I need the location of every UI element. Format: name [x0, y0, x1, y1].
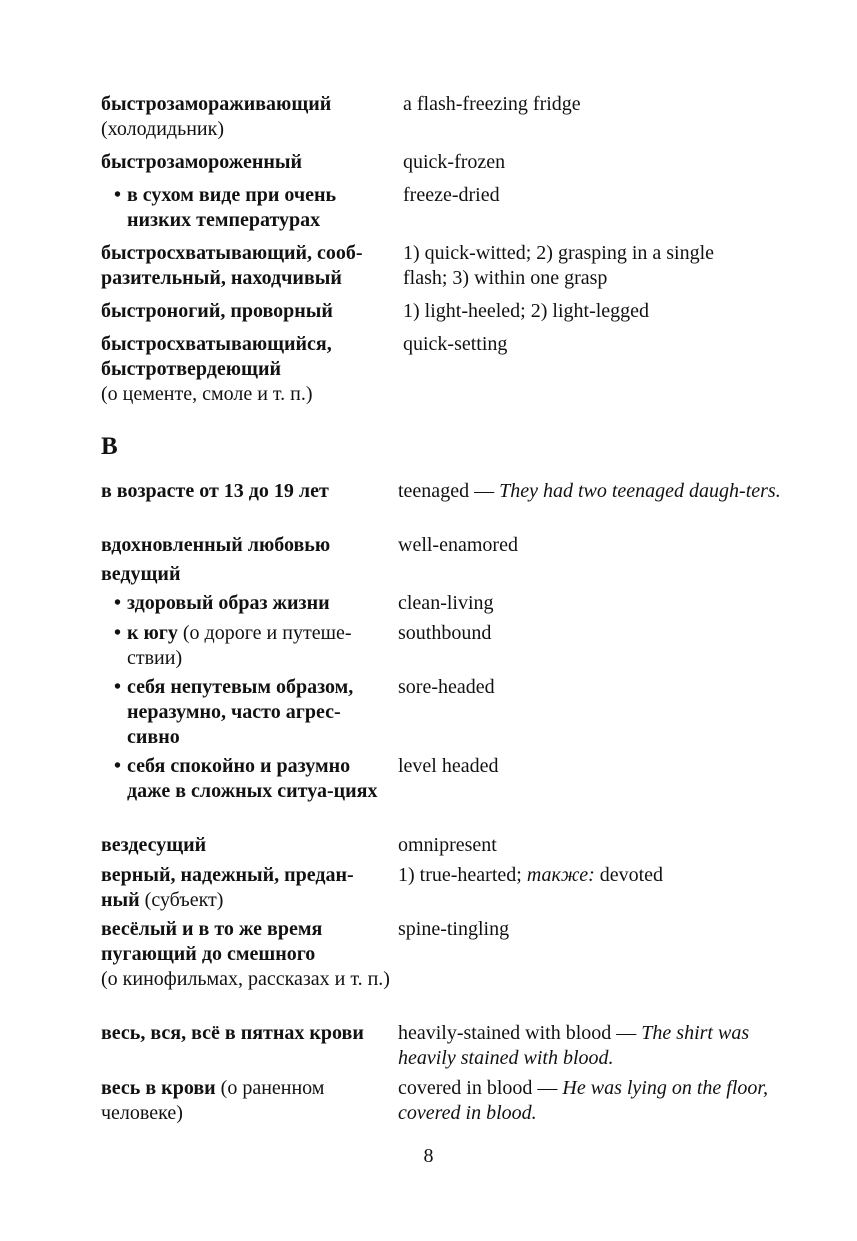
- en-plain: devoted: [594, 864, 664, 886]
- en-translation: clean-living: [398, 592, 494, 614]
- ru-headword: быстросхватывающий, сооб-разительный, находчивый: [101, 242, 363, 289]
- ru-headword: ведущий: [101, 563, 181, 585]
- en-translation: omnipresent: [398, 834, 497, 856]
- page-number: 8: [423, 1145, 434, 1167]
- ru-term: [101, 863, 391, 913]
- ru-headword: здоровый образ жизни: [127, 592, 330, 614]
- ru-note: (о раненном человеке): [101, 1077, 325, 1124]
- ru-term: [101, 332, 391, 407]
- bullet-icon: •: [114, 592, 122, 614]
- en-translation: level headed: [398, 755, 499, 777]
- en-plain: 1) true-hearted;: [398, 864, 527, 886]
- en-translation: quick-setting: [403, 333, 508, 355]
- ru-headword: себя непутевым образом, неразумно, часто агрес-сивно: [127, 676, 354, 748]
- ru-subentry: [114, 675, 387, 750]
- en-translation: spine-tingling: [398, 918, 510, 940]
- bullet-icon: •: [114, 184, 122, 206]
- en-plain: teenaged —: [398, 480, 500, 502]
- ru-headword: весь в крови: [101, 1077, 216, 1099]
- ru-headword: быстросхватывающийся, быстротвердеющий: [101, 333, 332, 380]
- en-label: также:: [526, 864, 595, 886]
- bullet-icon: •: [114, 676, 122, 698]
- en-translation: [398, 1021, 758, 1071]
- en-translation: [398, 863, 788, 888]
- en-translation: a flash-freezing fridge: [403, 93, 581, 115]
- ru-note: (холодидьник): [101, 118, 224, 140]
- ru-term: [101, 1076, 391, 1126]
- en-translation: well-enamored: [398, 534, 518, 556]
- ru-headword: в возрасте от 13 до 19 лет: [101, 480, 329, 502]
- ru-note: (субъект): [139, 889, 224, 911]
- ru-headword: вдохновленный любовью: [101, 534, 331, 556]
- ru-headword: к югу: [127, 622, 178, 644]
- en-translation: quick-frozen: [403, 151, 506, 173]
- ru-term: [101, 92, 391, 142]
- en-translation: 1) light-heeled; 2) light-legged: [403, 300, 650, 322]
- en-example: He was lying on the floor, covered in blood.: [398, 1077, 768, 1124]
- ru-subentry: [114, 183, 387, 233]
- ru-note: (о кинофильмах, рассказах и т. п.): [101, 968, 390, 990]
- en-translation: [398, 1076, 768, 1126]
- bullet-icon: •: [114, 755, 122, 777]
- en-example: The shirt was heavily stained with blood.: [398, 1022, 750, 1069]
- en-translation: southbound: [398, 622, 492, 644]
- en-translation: 1) quick-witted; 2) grasping in a single flash; 3) within one grasp: [403, 242, 715, 289]
- ru-headword: весь, вся, всё в пятнах крови: [101, 1022, 364, 1044]
- ru-note: (о дороге и путеше-ствии): [127, 622, 352, 669]
- en-translation: freeze-dried: [403, 184, 500, 206]
- ru-subentry: [114, 591, 387, 616]
- ru-headword: быстроногий, проворный: [101, 300, 333, 322]
- ru-subentry: [114, 621, 387, 671]
- ru-term: [101, 917, 391, 992]
- en-translation: sore-headed: [398, 676, 495, 698]
- ru-headword: в сухом виде при очень низких температурах: [127, 184, 337, 231]
- ru-headword: вездесущий: [101, 834, 207, 856]
- en-plain: heavily-stained with blood —: [398, 1022, 642, 1044]
- bullet-icon: •: [114, 622, 122, 644]
- en-translation: [398, 479, 788, 504]
- ru-headword: весёлый и в то же время пугающий до смешного: [101, 918, 323, 965]
- ru-note: (о цементе, смоле и т. п.): [101, 383, 313, 405]
- ru-subentry: [114, 754, 387, 804]
- section-letter: В: [101, 433, 118, 460]
- ru-headword: себя спокойно и разумно даже в сложных ситуа-циях: [127, 755, 378, 802]
- ru-headword: быстрозамораживающий: [101, 93, 332, 115]
- en-example: They had two teenaged daugh-ters.: [499, 480, 781, 502]
- ru-headword: верный, надежный, предан-ный: [101, 864, 354, 911]
- en-plain: covered in blood —: [398, 1077, 563, 1099]
- ru-headword: быстрозамороженный: [101, 151, 303, 173]
